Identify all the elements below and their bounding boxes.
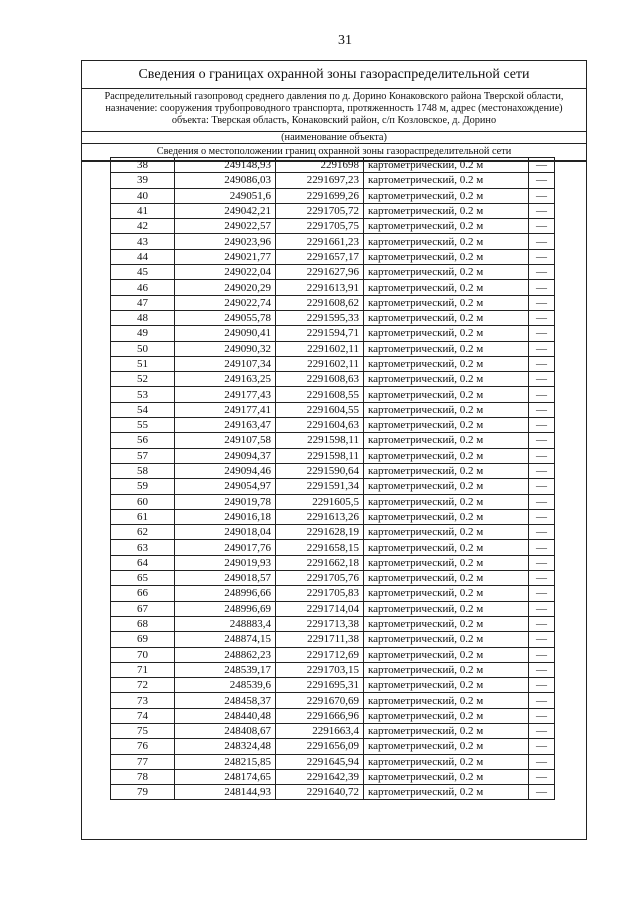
point-number-cell: 43: [111, 234, 175, 249]
x-coordinate-cell: 248874,15: [175, 632, 276, 647]
point-number-cell: 59: [111, 479, 175, 494]
note-cell: —: [529, 372, 555, 387]
x-coordinate-cell: 249177,41: [175, 402, 276, 417]
table-row: [111, 662, 555, 677]
point-number-cell: 67: [111, 601, 175, 616]
point-number-cell: 60: [111, 494, 175, 509]
point-number-cell: 79: [111, 785, 175, 800]
note-cell: —: [529, 494, 555, 509]
point-number-cell: 49: [111, 326, 175, 341]
x-coordinate-cell: 249163,47: [175, 418, 276, 433]
object-name-label: (наименование объекта): [82, 132, 586, 144]
x-coordinate-cell: 248324,48: [175, 739, 276, 754]
method-accuracy-cell: картометрический, 0.2 м: [364, 616, 529, 631]
y-coordinate-cell: 2291666,96: [276, 708, 364, 723]
x-coordinate-cell: 248440,48: [175, 708, 276, 723]
table-row: [111, 372, 555, 387]
table-row: [111, 387, 555, 402]
x-coordinate-cell: 249107,34: [175, 356, 276, 371]
method-accuracy-cell: картометрический, 0.2 м: [364, 509, 529, 524]
table-row: [111, 433, 555, 448]
x-coordinate-cell: 249042,21: [175, 203, 276, 218]
note-cell: —: [529, 693, 555, 708]
table-row: [111, 632, 555, 647]
point-number-cell: 45: [111, 265, 175, 280]
table-row: [111, 616, 555, 631]
y-coordinate-cell: 2291590,64: [276, 463, 364, 478]
y-coordinate-cell: 2291705,83: [276, 586, 364, 601]
note-cell: —: [529, 739, 555, 754]
point-number-cell: 63: [111, 540, 175, 555]
note-cell: —: [529, 616, 555, 631]
x-coordinate-cell: 248215,85: [175, 754, 276, 769]
x-coordinate-cell: 248144,93: [175, 785, 276, 800]
method-accuracy-cell: картометрический, 0.2 м: [364, 494, 529, 509]
note-cell: —: [529, 158, 555, 173]
method-accuracy-cell: картометрический, 0.2 м: [364, 234, 529, 249]
frame-right-margin: [554, 157, 587, 840]
note-cell: —: [529, 632, 555, 647]
y-coordinate-cell: 2291698: [276, 158, 364, 173]
y-coordinate-cell: 2291602,11: [276, 356, 364, 371]
note-cell: —: [529, 647, 555, 662]
y-coordinate-cell: 2291663,4: [276, 723, 364, 738]
table-row: [111, 525, 555, 540]
note-cell: —: [529, 555, 555, 570]
table-row: [111, 785, 555, 800]
table-row: [111, 249, 555, 264]
table-row: [111, 509, 555, 524]
note-cell: —: [529, 203, 555, 218]
table-row: [111, 310, 555, 325]
x-coordinate-cell: 248862,23: [175, 647, 276, 662]
x-coordinate-cell: 249022,04: [175, 265, 276, 280]
frame-bottom-line: [81, 839, 587, 840]
table-row: [111, 555, 555, 570]
method-accuracy-cell: картометрический, 0.2 м: [364, 356, 529, 371]
method-accuracy-cell: картометрический, 0.2 м: [364, 754, 529, 769]
frame-left-margin: [81, 157, 110, 840]
note-cell: —: [529, 402, 555, 417]
table-row: [111, 173, 555, 188]
point-number-cell: 48: [111, 310, 175, 325]
y-coordinate-cell: 2291705,75: [276, 219, 364, 234]
method-accuracy-cell: картометрический, 0.2 м: [364, 326, 529, 341]
point-number-cell: 72: [111, 678, 175, 693]
point-number-cell: 57: [111, 448, 175, 463]
method-accuracy-cell: картометрический, 0.2 м: [364, 295, 529, 310]
point-number-cell: 75: [111, 723, 175, 738]
point-number-cell: 73: [111, 693, 175, 708]
x-coordinate-cell: 248174,65: [175, 769, 276, 784]
method-accuracy-cell: картометрический, 0.2 м: [364, 769, 529, 784]
y-coordinate-cell: 2291662,18: [276, 555, 364, 570]
y-coordinate-cell: 2291608,55: [276, 387, 364, 402]
method-accuracy-cell: картометрический, 0.2 м: [364, 203, 529, 218]
point-number-cell: 51: [111, 356, 175, 371]
x-coordinate-cell: 249148,93: [175, 158, 276, 173]
table-row: [111, 402, 555, 417]
method-accuracy-cell: картометрический, 0.2 м: [364, 372, 529, 387]
note-cell: —: [529, 463, 555, 478]
note-cell: —: [529, 219, 555, 234]
note-cell: —: [529, 708, 555, 723]
y-coordinate-cell: 2291613,26: [276, 509, 364, 524]
point-number-cell: 52: [111, 372, 175, 387]
x-coordinate-cell: 249019,93: [175, 555, 276, 570]
y-coordinate-cell: 2291605,5: [276, 494, 364, 509]
description-line: назначение: сооружения трубопроводного транспорта, протяженность 1748 м, адрес (местонахождение): [105, 103, 563, 115]
method-accuracy-cell: картометрический, 0.2 м: [364, 525, 529, 540]
section-title: Сведения о местоположении границ охранной зоны газораспределительной сети: [82, 144, 586, 161]
method-accuracy-cell: картометрический, 0.2 м: [364, 632, 529, 647]
note-cell: —: [529, 341, 555, 356]
method-accuracy-cell: картометрический, 0.2 м: [364, 448, 529, 463]
point-number-cell: 68: [111, 616, 175, 631]
method-accuracy-cell: картометрический, 0.2 м: [364, 173, 529, 188]
note-cell: —: [529, 769, 555, 784]
y-coordinate-cell: 2291604,55: [276, 402, 364, 417]
x-coordinate-cell: 249022,74: [175, 295, 276, 310]
note-cell: —: [529, 678, 555, 693]
point-number-cell: 77: [111, 754, 175, 769]
y-coordinate-cell: 2291703,15: [276, 662, 364, 677]
x-coordinate-cell: 248408,67: [175, 723, 276, 738]
table-row: [111, 265, 555, 280]
note-cell: —: [529, 188, 555, 203]
point-number-cell: 55: [111, 418, 175, 433]
note-cell: —: [529, 356, 555, 371]
y-coordinate-cell: 2291658,15: [276, 540, 364, 555]
x-coordinate-cell: 249107,58: [175, 433, 276, 448]
x-coordinate-cell: 249094,37: [175, 448, 276, 463]
method-accuracy-cell: картометрический, 0.2 м: [364, 341, 529, 356]
note-cell: —: [529, 662, 555, 677]
note-cell: —: [529, 234, 555, 249]
x-coordinate-cell: 249019,78: [175, 494, 276, 509]
x-coordinate-cell: 249177,43: [175, 387, 276, 402]
method-accuracy-cell: картометрический, 0.2 м: [364, 158, 529, 173]
x-coordinate-cell: 249016,18: [175, 509, 276, 524]
point-number-cell: 42: [111, 219, 175, 234]
method-accuracy-cell: картометрический, 0.2 м: [364, 785, 529, 800]
method-accuracy-cell: картометрический, 0.2 м: [364, 188, 529, 203]
description-line: Распределительный газопровод среднего давления по д. Дорино Конаковского района Тверской области,: [104, 91, 564, 102]
note-cell: —: [529, 249, 555, 264]
method-accuracy-cell: картометрический, 0.2 м: [364, 540, 529, 555]
table-row: [111, 295, 555, 310]
table-row: [111, 479, 555, 494]
y-coordinate-cell: 2291598,11: [276, 433, 364, 448]
point-number-cell: 65: [111, 571, 175, 586]
y-coordinate-cell: 2291645,94: [276, 754, 364, 769]
page-number: 31: [338, 33, 352, 48]
y-coordinate-cell: 2291661,23: [276, 234, 364, 249]
table-row: [111, 356, 555, 371]
table-row: [111, 280, 555, 295]
y-coordinate-cell: 2291714,04: [276, 601, 364, 616]
coordinates-table-body: [111, 158, 555, 800]
y-coordinate-cell: 2291594,71: [276, 326, 364, 341]
note-cell: —: [529, 295, 555, 310]
note-cell: —: [529, 586, 555, 601]
note-cell: —: [529, 525, 555, 540]
y-coordinate-cell: 2291656,09: [276, 739, 364, 754]
y-coordinate-cell: 2291699,26: [276, 188, 364, 203]
x-coordinate-cell: 248539,6: [175, 678, 276, 693]
x-coordinate-cell: 249017,76: [175, 540, 276, 555]
table-row: [111, 708, 555, 723]
note-cell: —: [529, 310, 555, 325]
point-number-cell: 50: [111, 341, 175, 356]
note-cell: —: [529, 785, 555, 800]
method-accuracy-cell: картометрический, 0.2 м: [364, 601, 529, 616]
y-coordinate-cell: 2291608,63: [276, 372, 364, 387]
x-coordinate-cell: 249163,25: [175, 372, 276, 387]
y-coordinate-cell: 2291711,38: [276, 632, 364, 647]
x-coordinate-cell: 248996,66: [175, 586, 276, 601]
point-number-cell: 44: [111, 249, 175, 264]
method-accuracy-cell: картометрический, 0.2 м: [364, 249, 529, 264]
table-row: [111, 341, 555, 356]
document-header-frame: [81, 60, 587, 162]
method-accuracy-cell: картометрический, 0.2 м: [364, 647, 529, 662]
y-coordinate-cell: 2291604,63: [276, 418, 364, 433]
y-coordinate-cell: 2291713,38: [276, 616, 364, 631]
x-coordinate-cell: 249022,57: [175, 219, 276, 234]
y-coordinate-cell: 2291628,19: [276, 525, 364, 540]
note-cell: —: [529, 540, 555, 555]
point-number-cell: 61: [111, 509, 175, 524]
note-cell: —: [529, 479, 555, 494]
point-number-cell: 53: [111, 387, 175, 402]
x-coordinate-cell: 249020,29: [175, 280, 276, 295]
method-accuracy-cell: картометрический, 0.2 м: [364, 219, 529, 234]
note-cell: —: [529, 173, 555, 188]
object-description: [82, 89, 586, 132]
table-row: [111, 647, 555, 662]
y-coordinate-cell: 2291613,91: [276, 280, 364, 295]
y-coordinate-cell: 2291642,39: [276, 769, 364, 784]
point-number-cell: 54: [111, 402, 175, 417]
point-number-cell: 47: [111, 295, 175, 310]
method-accuracy-cell: картометрический, 0.2 м: [364, 723, 529, 738]
method-accuracy-cell: картометрический, 0.2 м: [364, 310, 529, 325]
point-number-cell: 64: [111, 555, 175, 570]
table-row: [111, 418, 555, 433]
note-cell: —: [529, 509, 555, 524]
note-cell: —: [529, 754, 555, 769]
y-coordinate-cell: 2291591,34: [276, 479, 364, 494]
point-number-cell: 39: [111, 173, 175, 188]
x-coordinate-cell: 249018,57: [175, 571, 276, 586]
x-coordinate-cell: 249086,03: [175, 173, 276, 188]
table-row: [111, 463, 555, 478]
x-coordinate-cell: 248458,37: [175, 693, 276, 708]
point-number-cell: 38: [111, 158, 175, 173]
point-number-cell: 40: [111, 188, 175, 203]
point-number-cell: 76: [111, 739, 175, 754]
y-coordinate-cell: 2291657,17: [276, 249, 364, 264]
x-coordinate-cell: 249018,04: [175, 525, 276, 540]
y-coordinate-cell: 2291705,72: [276, 203, 364, 218]
method-accuracy-cell: картометрический, 0.2 м: [364, 402, 529, 417]
document-title: Сведения о границах охранной зоны газораспределительной сети: [82, 61, 586, 89]
point-number-cell: 78: [111, 769, 175, 784]
method-accuracy-cell: картометрический, 0.2 м: [364, 586, 529, 601]
method-accuracy-cell: картометрический, 0.2 м: [364, 571, 529, 586]
x-coordinate-cell: 249023,96: [175, 234, 276, 249]
point-number-cell: 46: [111, 280, 175, 295]
note-cell: —: [529, 418, 555, 433]
x-coordinate-cell: 249090,32: [175, 341, 276, 356]
y-coordinate-cell: 2291697,23: [276, 173, 364, 188]
note-cell: —: [529, 723, 555, 738]
table-row: [111, 723, 555, 738]
table-row: [111, 571, 555, 586]
table-row: [111, 586, 555, 601]
point-number-cell: 56: [111, 433, 175, 448]
point-number-cell: 66: [111, 586, 175, 601]
x-coordinate-cell: 249090,41: [175, 326, 276, 341]
y-coordinate-cell: 2291695,31: [276, 678, 364, 693]
x-coordinate-cell: 249055,78: [175, 310, 276, 325]
point-number-cell: 62: [111, 525, 175, 540]
table-row: [111, 739, 555, 754]
method-accuracy-cell: картометрический, 0.2 м: [364, 479, 529, 494]
coordinates-table: [110, 157, 555, 800]
method-accuracy-cell: картометрический, 0.2 м: [364, 678, 529, 693]
note-cell: —: [529, 326, 555, 341]
method-accuracy-cell: картометрический, 0.2 м: [364, 280, 529, 295]
table-row: [111, 754, 555, 769]
x-coordinate-cell: 248996,69: [175, 601, 276, 616]
note-cell: —: [529, 387, 555, 402]
y-coordinate-cell: 2291602,11: [276, 341, 364, 356]
note-cell: —: [529, 571, 555, 586]
table-row: [111, 540, 555, 555]
y-coordinate-cell: 2291712,69: [276, 647, 364, 662]
method-accuracy-cell: картометрический, 0.2 м: [364, 662, 529, 677]
description-line: объекта: Тверская область, Конаковский район, с/п Козловское, д. Дорино: [171, 115, 497, 127]
x-coordinate-cell: 248883,4: [175, 616, 276, 631]
method-accuracy-cell: картометрический, 0.2 м: [364, 433, 529, 448]
x-coordinate-cell: 249054,97: [175, 479, 276, 494]
method-accuracy-cell: картометрический, 0.2 м: [364, 739, 529, 754]
x-coordinate-cell: 249021,77: [175, 249, 276, 264]
table-row: [111, 219, 555, 234]
table-row: [111, 494, 555, 509]
table-row: [111, 693, 555, 708]
table-row: [111, 326, 555, 341]
y-coordinate-cell: 2291670,69: [276, 693, 364, 708]
point-number-cell: 41: [111, 203, 175, 218]
x-coordinate-cell: 248539,17: [175, 662, 276, 677]
table-row: [111, 448, 555, 463]
table-row: [111, 188, 555, 203]
table-row: [111, 158, 555, 173]
table-row: [111, 678, 555, 693]
point-number-cell: 74: [111, 708, 175, 723]
method-accuracy-cell: картометрический, 0.2 м: [364, 693, 529, 708]
table-row: [111, 601, 555, 616]
table-row: [111, 769, 555, 784]
y-coordinate-cell: 2291598,11: [276, 448, 364, 463]
y-coordinate-cell: 2291627,96: [276, 265, 364, 280]
method-accuracy-cell: картометрический, 0.2 м: [364, 387, 529, 402]
method-accuracy-cell: картометрический, 0.2 м: [364, 265, 529, 280]
y-coordinate-cell: 2291640,72: [276, 785, 364, 800]
note-cell: —: [529, 448, 555, 463]
method-accuracy-cell: картометрический, 0.2 м: [364, 555, 529, 570]
method-accuracy-cell: картометрический, 0.2 м: [364, 708, 529, 723]
method-accuracy-cell: картометрический, 0.2 м: [364, 418, 529, 433]
point-number-cell: 58: [111, 463, 175, 478]
method-accuracy-cell: картометрический, 0.2 м: [364, 463, 529, 478]
point-number-cell: 71: [111, 662, 175, 677]
point-number-cell: 69: [111, 632, 175, 647]
x-coordinate-cell: 249051,6: [175, 188, 276, 203]
y-coordinate-cell: 2291608,62: [276, 295, 364, 310]
note-cell: —: [529, 601, 555, 616]
table-row: [111, 234, 555, 249]
x-coordinate-cell: 249094,46: [175, 463, 276, 478]
note-cell: —: [529, 265, 555, 280]
table-row: [111, 203, 555, 218]
y-coordinate-cell: 2291595,33: [276, 310, 364, 325]
note-cell: —: [529, 280, 555, 295]
point-number-cell: 70: [111, 647, 175, 662]
note-cell: —: [529, 433, 555, 448]
y-coordinate-cell: 2291705,76: [276, 571, 364, 586]
